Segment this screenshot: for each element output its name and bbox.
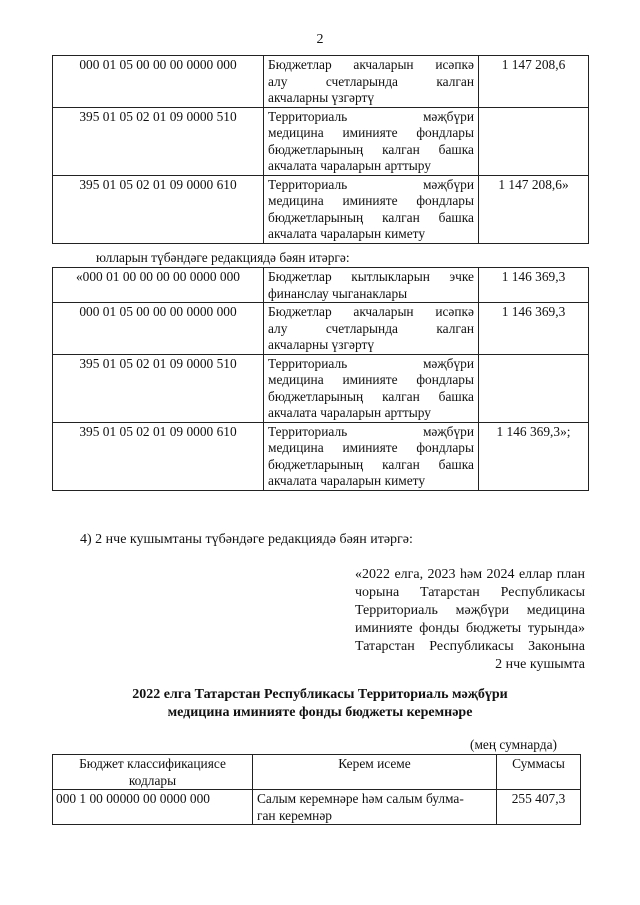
row-code: 000 01 05 00 00 00 0000 000 [53,56,264,108]
description-line: акчалата чараларын арттыру [268,405,431,420]
description-line: Бюджетлар акчаларын исәпкә [268,57,474,72]
description-line: акчаларны үзгәртү [268,337,375,352]
description-line: акчалата чараларын кимету [268,226,426,241]
row-code: 395 01 05 02 01 09 0000 610 [53,175,264,243]
row-code: 000 1 00 00000 00 0000 000 [53,790,253,825]
description-line: медицина иминияте фондлары [268,372,474,387]
description-line: бюджетларының калган башка [268,388,474,404]
table-row [53,422,589,490]
appendix-line: Татарстан Республикасы Законына [355,639,585,654]
row-description [264,354,479,422]
heading-line-2: медицина иминияте фонды бюджеты керемнәре [167,705,473,720]
row-description [264,422,479,490]
row-sum: 1 146 369,3»; [479,422,589,490]
row-description [264,56,479,108]
description-line: медицина иминияте фондлары [268,193,474,208]
table-header-row [53,755,581,790]
appendix-reference [355,566,585,674]
row-description [264,107,479,175]
heading-line-1: 2022 елга Татарстан Республикасы Территориаль мәҗбүри [132,687,508,702]
description-line: Территориаль мәҗбүри [268,108,474,124]
appendix-line: чорына Татарстан Республикасы [355,585,585,600]
table-row [53,56,589,108]
appendix-line: иминияте фонды бюджеты турында» [355,621,585,636]
row-sum: 255 407,3 [497,790,581,825]
row-code: 395 01 05 02 01 09 0000 510 [53,354,264,422]
table-row [53,303,589,355]
row-sum: 1 147 208,6 [479,56,589,108]
row-description [264,268,479,303]
header-name: Керем исеме [253,755,497,790]
description-line: медицина иминияте фондлары [268,125,474,140]
description-line: Территориаль мәҗбүри [268,176,474,192]
section-heading [0,686,640,722]
row-name-line: ган керемнәр [257,807,332,823]
row-code: 395 01 05 02 01 09 0000 610 [53,422,264,490]
appendix-line: Территориаль мәҗбүри медицина [355,603,585,618]
row-description [264,175,479,243]
row-code: 000 01 05 00 00 00 0000 000 [53,303,264,355]
units-note: (мең сумнарда) [470,737,557,752]
row-sum: 1 147 208,6» [479,175,589,243]
description-line: бюджетларының калган башка [268,456,474,472]
row-sum: 1 146 369,3 [479,268,589,303]
description-line: бюджетларының калган башка [268,141,474,157]
table-row [53,107,589,175]
description-line: акчалата чараларын арттыру [268,158,431,173]
header-codes: Бюджет классификациясе кодлары [53,755,253,790]
item-4-text: 4) 2 нче кушымтаны түбәндәге редакциядә бәян итәргә: [80,532,413,547]
description-line: Бюджетлар кытлыкларын эчке [268,269,474,284]
header-sum: Суммасы [497,755,581,790]
appendix-number: 2 нче кушымта [495,657,585,672]
replace-instruction: юлларын түбәндәге редакциядә бәян итәргә: [96,250,350,265]
table-row [53,268,589,303]
page-number: 2 [316,32,324,47]
revenue-table [52,754,581,825]
description-line: бюджетларының калган башка [268,209,474,225]
sources-table-new [52,267,589,491]
description-line: Территориаль мәҗбүри [268,355,474,371]
row-sum: 1 146 369,3 [479,303,589,355]
description-line: алу счетларында калган [268,73,474,89]
row-name [253,790,497,825]
description-line: финанслау чыганаклары [268,285,408,301]
row-code: 395 01 05 02 01 09 0000 510 [53,107,264,175]
description-line: алу счетларында калган [268,320,474,336]
table-row [53,354,589,422]
sources-table-old [52,55,589,244]
row-sum [479,107,589,175]
description-line: медицина иминияте фондлары [268,440,474,455]
table-row [53,175,589,243]
row-sum [479,354,589,422]
description-line: Территориаль мәҗбүри [268,423,474,439]
table-row [53,790,581,825]
description-line: акчаларны үзгәртү [268,90,375,105]
description-line: акчалата чараларын кимету [268,473,426,488]
row-name-line: Салым керемнәре һәм салым булма- [257,791,464,806]
appendix-line: «2022 елга, 2023 һәм 2024 еллар план [355,567,585,582]
row-description [264,303,479,355]
row-code: «000 01 00 00 00 00 0000 000 [53,268,264,303]
description-line: Бюджетлар акчаларын исәпкә [268,304,474,319]
